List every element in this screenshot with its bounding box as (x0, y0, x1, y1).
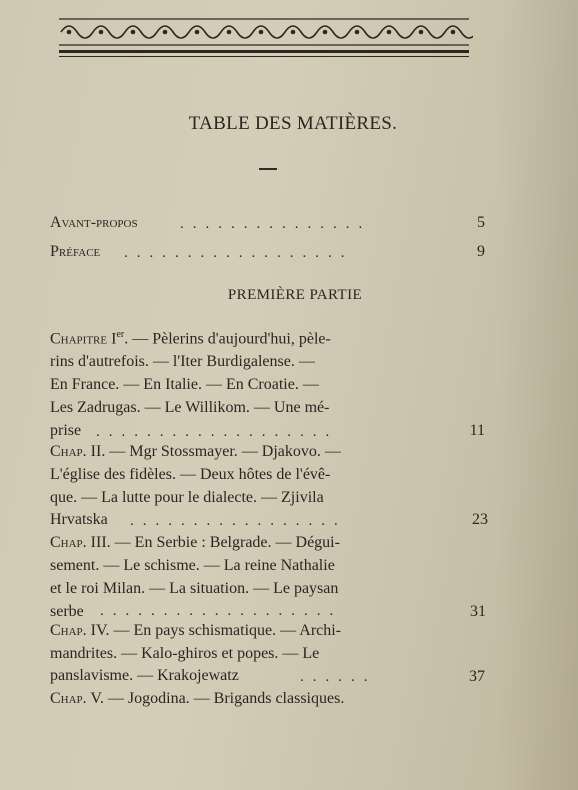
toc-line: panslavisme. — Krakojewatz (50, 667, 239, 684)
leader-dots: .................. (124, 245, 354, 261)
chapter-ordinal-superscript: er (116, 329, 125, 340)
toc-line (50, 622, 341, 640)
toc-line (50, 329, 331, 348)
toc-line: sement. — Le schisme. — La reine Nathalie (50, 557, 335, 574)
toc-line: Les Zadrugas. — Le Willikom. — Une mé- (50, 399, 330, 416)
title-separator (259, 168, 277, 170)
toc-line: L'église des fidèles. — Deux hôtes de l'évê- (50, 466, 331, 483)
page-number: 31 (470, 603, 486, 620)
leader-dots: ................... (96, 424, 339, 440)
chapter-label: Chap. IV. (50, 622, 110, 639)
toc-line: prise (50, 422, 82, 439)
page-number: 37 (469, 668, 485, 685)
page-number: 11 (469, 422, 485, 439)
toc-entry-label: Avant-propos (50, 214, 138, 231)
toc-line: mandrites. — Kalo-ghiros et popes. — Le (50, 645, 320, 662)
leader-dots: ................... (100, 603, 343, 619)
toc-entry-label: Préface (50, 243, 101, 260)
decorative-header-ornament (55, 16, 473, 60)
toc-line-text: — En Serbie : Belgrade. — Dégui- (110, 534, 340, 551)
page-edge-shadow (498, 0, 578, 790)
toc-line: serbe (50, 603, 84, 620)
toc-line-text: — Mgr Stossmayer. — Djakovo. — (105, 443, 341, 460)
page-number: 9 (477, 243, 485, 260)
toc-line: que. — La lutte pour le dialecte. — Zjivila (50, 489, 324, 506)
toc-line: En France. — En Italie. — En Croatie. — (50, 376, 319, 393)
toc-line-text: — En pays schismatique. — Archi- (109, 622, 342, 639)
toc-line: Hrvatska (50, 511, 108, 528)
chapter-label: Chapitre I (50, 330, 117, 348)
chapter-label: Chap. V. (50, 690, 104, 707)
chapter-label: Chap. II. (50, 443, 106, 460)
toc-line: et le roi Milan. — La situation. — Le paysan (50, 580, 339, 597)
toc-line-text: — Jogodina. — Brigands classiques. (103, 690, 345, 707)
toc-line (50, 443, 341, 461)
toc-line (50, 690, 344, 708)
section-heading: PREMIÈRE PARTIE (227, 287, 363, 303)
leader-dots: ...... (300, 669, 377, 685)
page-title: TABLE DES MATIÈRES. (188, 113, 398, 134)
chapter-label: Chap. III. (50, 534, 111, 551)
toc-line (50, 534, 340, 552)
toc-line: rins d'autrefois. — l'Iter Burdigalense. — (50, 353, 315, 370)
page-number: 23 (472, 511, 488, 528)
toc-line-text: . — Pèlerins d'aujourd'hui, pèle- (124, 330, 331, 348)
page-number: 5 (477, 214, 485, 231)
leader-dots: ................. (130, 513, 347, 529)
leader-dots: ............... (180, 216, 372, 232)
